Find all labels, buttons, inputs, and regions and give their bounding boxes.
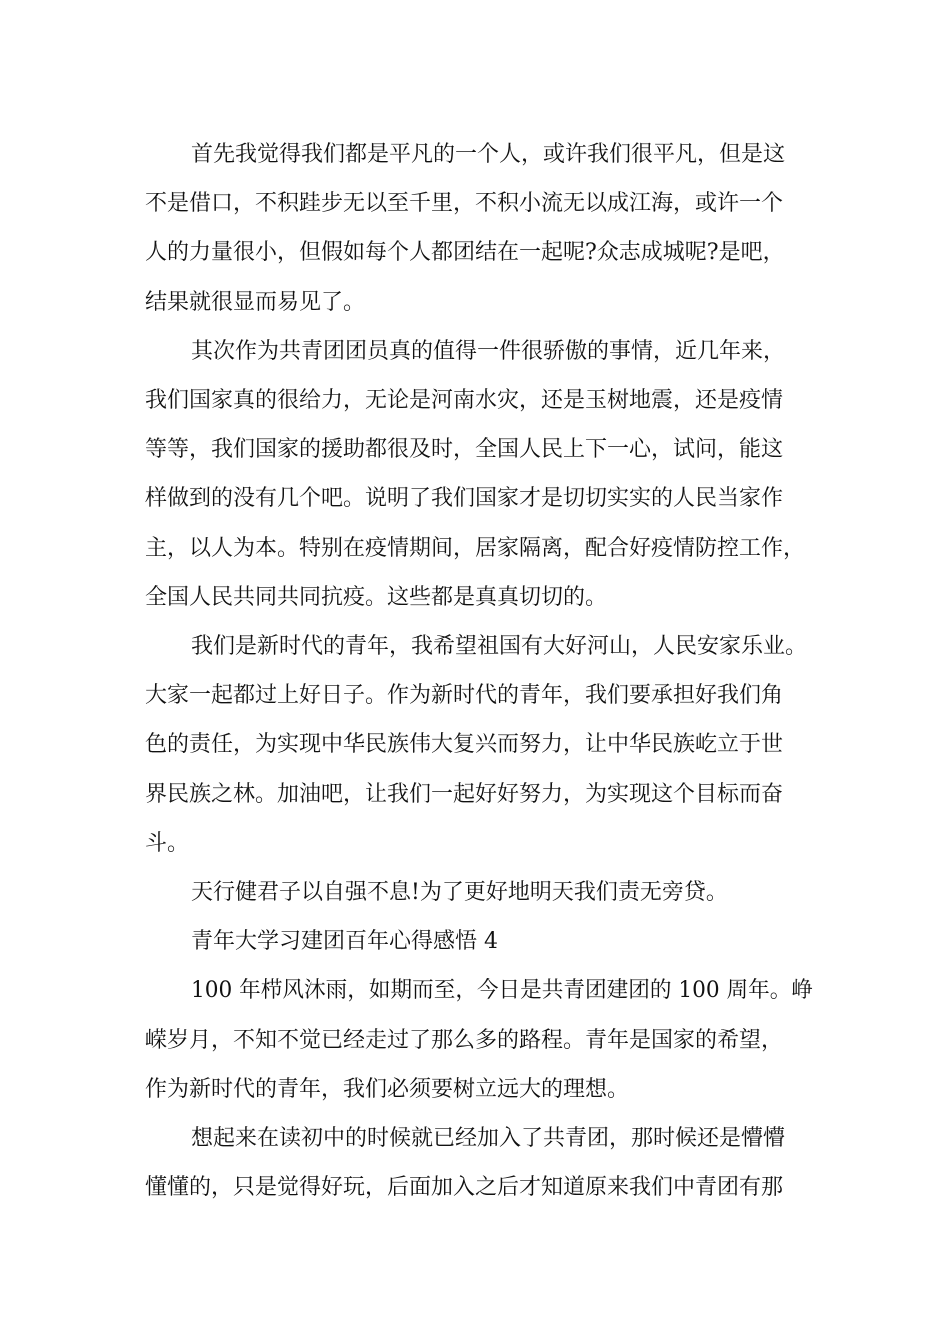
- text-line: 色的责任，为实现中华民族伟大复兴而努力，让中华民族屹立于世: [145, 732, 784, 758]
- text-line: 结果就很显而易见了。: [145, 289, 366, 315]
- paragraph-2: [145, 327, 813, 622]
- text-line: 其次作为共青团团员真的值得一件很骄傲的事情，近几年来，: [191, 338, 786, 364]
- section-heading-text: 青年大学习建团百年心得感悟 4: [191, 929, 498, 955]
- text-line: 斗。: [145, 830, 190, 856]
- paragraph-7: [145, 1114, 813, 1212]
- text-line: 作为新时代的青年，我们必须要树立远大的理想。: [145, 1076, 630, 1102]
- section-heading: [145, 917, 813, 966]
- text-line: 我们是新时代的青年，我希望祖国有大好河山，人民安家乐业。: [191, 634, 808, 660]
- text-line: 等等，我们国家的援助都很及时，全国人民上下一心，试问，能这: [145, 437, 784, 463]
- text-line: 首先我觉得我们都是平凡的一个人，或许我们很平凡，但是这: [191, 142, 786, 167]
- text-line: 主，以人为本。特别在疫情期间，居家隔离，配合好疫情防控工作，: [145, 535, 806, 561]
- text-line: 界民族之林。加油吧，让我们一起好好努力，为实现这个目标而奋: [145, 781, 784, 807]
- document-body: [145, 130, 813, 1212]
- text-line: 懂懂的，只是觉得好玩，后面加入之后才知道原来我们中青团有那: [145, 1175, 784, 1201]
- text-line: 样做到的没有几个吧。说明了我们国家才是切切实实的人民当家作: [145, 486, 784, 512]
- paragraph-3: [145, 622, 813, 868]
- text-line: 不是借口，不积跬步无以至千里，不积小流无以成江海，或许一个: [145, 191, 784, 217]
- text-line: 嵘岁月，不知不觉已经走过了那么多的路程。青年是国家的希望，: [145, 1027, 784, 1053]
- text-line: 天行健君子以自强不息!为了更好地明天我们责无旁贷。: [191, 880, 728, 906]
- text-line: 100 年栉风沐雨，如期而至，今日是共青团建团的 100 周年。峥: [191, 978, 813, 1004]
- paragraph-1: [145, 130, 813, 327]
- text-line: 大家一起都过上好日子。作为新时代的青年，我们要承担好我们角: [145, 683, 784, 709]
- paragraph-4: [145, 868, 813, 917]
- text-line: 我们国家真的很给力，无论是河南水灾，还是玉树地震，还是疫情: [145, 388, 784, 414]
- text-line: 想起来在读初中的时候就已经加入了共青团，那时候还是懵懵: [191, 1126, 786, 1152]
- text-line: 全国人民共同共同抗疫。这些都是真真切切的。: [145, 584, 608, 610]
- text-line: 人的力量很小，但假如每个人都团结在一起呢?众志成城呢?是吧，: [145, 240, 785, 266]
- paragraph-6: [145, 966, 813, 1114]
